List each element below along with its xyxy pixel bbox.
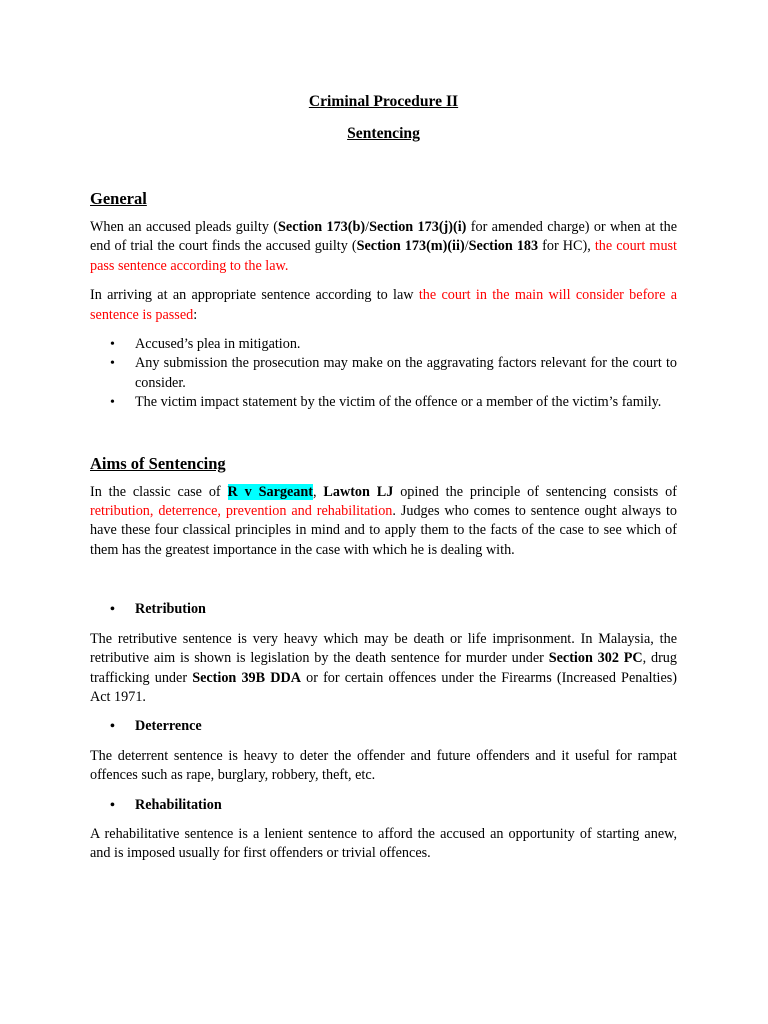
section-heading-aims: Aims of Sentencing bbox=[90, 453, 226, 473]
document-body bbox=[90, 92, 677, 864]
section-heading-general: General bbox=[90, 189, 147, 208]
paragraph-deterrence: The deterrent sentence is heavy to deter the offender and future offenders and it useful for rampat offences such as rape, burglary, robbery, theft, etc. bbox=[90, 747, 677, 784]
bullet-icon: • bbox=[110, 356, 115, 372]
list-item: • Accused’s plea in mitigation. bbox=[90, 335, 677, 354]
paragraph-retribution: The retributive sentence is very heavy which may be death or life imprisonment. In Malaysia, the retributive aim is shown is legislation by the death sentence for murder under Section 302 PC, drug trafficking under Section 39B DDA or for certain offences under the Firearms (Increased Penalties) Act 1971. bbox=[90, 630, 677, 705]
case-name-highlight: R v Sargeant bbox=[227, 483, 313, 500]
considerations-list bbox=[90, 335, 677, 413]
paragraph-general-2: In arriving at an appropriate sentence according to law the court in the main will consider before a sentence is passed: bbox=[90, 287, 677, 323]
subheading-retribution: • Retribution bbox=[90, 600, 677, 619]
list-item: • Any submission the prosecution may make on the aggravating factors relevant for the court to consider. bbox=[110, 355, 677, 391]
paragraph-general-1: When an accused pleads guilty (Section 173(b)/Section 173(j)(i) for amended charge) or when at the end of trial the court finds the accused guilty (Section 173(m)(ii)/Section 183 for HC), the court must pass sentence according to the law. bbox=[90, 219, 678, 274]
list-item: • The victim impact statement by the victim of the offence or a member of the victim’s family. bbox=[90, 393, 677, 412]
document-subtitle: Sentencing bbox=[347, 125, 420, 142]
document-title: Criminal Procedure II bbox=[308, 93, 459, 110]
bullet-icon: • bbox=[110, 602, 115, 618]
subheading-rehabilitation: • Rehabilitation bbox=[90, 796, 677, 815]
bullet-icon: • bbox=[110, 719, 115, 735]
paragraph-aims: In the classic case of R v Sargeant, Lawton LJ opined the principle of sentencing consists of retribution, deterrence, prevention and rehabilitation. Judges who comes to sentence ought always to have these four classical principles in mind and to apply them to the facts of the case to see which of them has the greatest importance in the case with which he is dealing with. bbox=[90, 483, 677, 558]
bullet-icon: • bbox=[110, 337, 115, 353]
bullet-icon: • bbox=[110, 395, 115, 411]
paragraph-rehabilitation: A rehabilitative sentence is a lenient sentence to afford the accused an opportunity of starting anew, and is imposed usually for first offenders or trivial offences. bbox=[90, 825, 677, 862]
subheading-deterrence: • Deterrence bbox=[90, 717, 677, 736]
bullet-icon: • bbox=[110, 797, 115, 813]
